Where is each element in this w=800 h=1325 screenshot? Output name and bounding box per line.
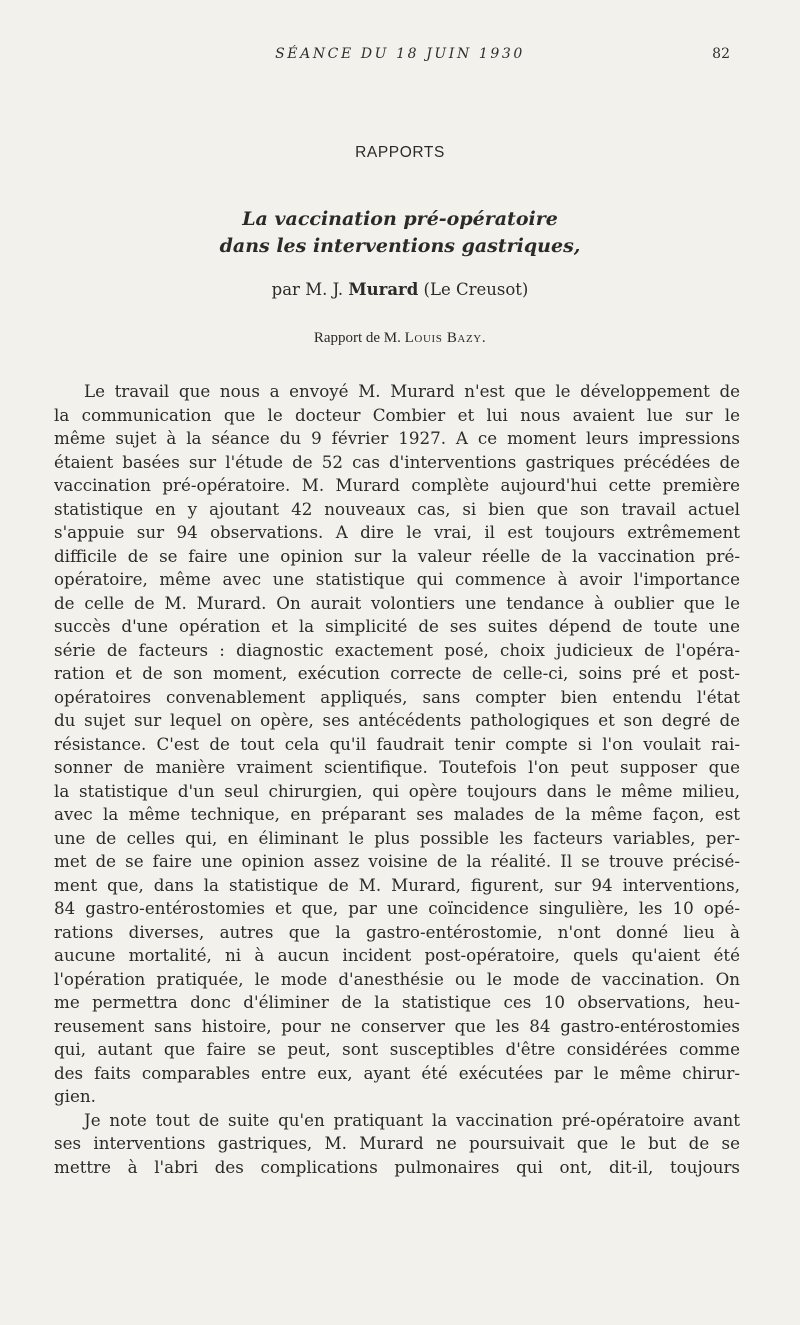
- reporter-name: Louis Bazy.: [404, 330, 487, 346]
- text-line: reusement sans histoire, pour ne conserver que les 84 gastro-entérostomies: [54, 1015, 740, 1036]
- text-line: 84 gastro-entérostomies et que, par une coïncidence singulière, les 10 opé-: [54, 898, 740, 918]
- author-location: (Le Creusot): [423, 280, 529, 299]
- text-line: Le travail que nous a envoyé M. Murard n'est que le développement de: [84, 381, 740, 401]
- text-line: qui, autant que faire se peut, sont susceptibles d'être considérées comme: [54, 1039, 740, 1059]
- text-line: ses interventions gastriques, M. Murard ne poursuivait que le but de se: [54, 1133, 740, 1153]
- paragraph-1: [54, 380, 740, 1109]
- running-title: SÉANCE DU 18 JUIN 1930: [275, 46, 525, 62]
- running-head: [0, 46, 800, 68]
- text-line: l'opération pratiquée, le mode d'anesthésie ou le mode de vaccination. On: [54, 968, 740, 989]
- body-text: [54, 380, 740, 1179]
- article-title: [0, 206, 800, 260]
- section-title: RAPPORTS: [355, 144, 445, 161]
- text-line: du sujet sur lequel on opère, ses antécédents pathologiques et son degré de: [54, 710, 740, 730]
- text-line: mettre à l'abri des complications pulmonaires qui ont, dit-il, toujours: [54, 1156, 740, 1177]
- text-line: met de se faire une opinion assez voisine de la réalité. Il se trouve précisé-: [54, 851, 740, 871]
- text-line: Je note tout de suite qu'en pratiquant la vaccination pré-opératoire avant: [84, 1109, 740, 1130]
- text-line: vaccination pré-opératoire. M. Murard complète aujourd'hui cette première: [54, 475, 740, 495]
- text-line: de celle de M. Murard. On aurait volontiers une tendance à oublier que le: [54, 592, 740, 613]
- text-line: ment que, dans la statistique de M. Murard, figurent, sur 94 interventions,: [54, 874, 740, 895]
- text-line: la communication que le docteur Combier et lui nous avaient lue sur le: [54, 404, 740, 425]
- text-line: gien.: [54, 1086, 96, 1106]
- text-line: aucune mortalité, ni à aucun incident post-opératoire, quels qu'aient été: [54, 945, 740, 965]
- text-line: me permettra donc d'éliminer de la statistique ces 10 observations, heu-: [54, 992, 740, 1012]
- report-prefix: Rapport de M.: [313, 330, 401, 346]
- report-line: [0, 330, 800, 347]
- text-line: des faits comparables entre eux, ayant été exécutées par le même chirur-: [54, 1062, 740, 1083]
- text-line: opératoires convenablement appliqués, sans compter bien entendu l'état: [54, 686, 740, 707]
- text-line: difficile de se faire une opinion sur la valeur réelle de la vaccination pré-: [54, 545, 740, 566]
- text-line: s'appuie sur 94 observations. A dire le vrai, il est toujours extrêmement: [54, 522, 740, 542]
- text-line: étaient basées sur l'étude de 52 cas d'interventions gastriques précédées de: [54, 451, 740, 472]
- text-line: même sujet à la séance du 9 février 1927. A ce moment leurs impressions: [54, 428, 740, 448]
- text-line: avec la même technique, en préparant ses malades de la même façon, est: [54, 804, 740, 824]
- paragraph-2: [54, 1109, 740, 1180]
- text-line: succès d'une opération et la simplicité de ses suites dépend de toute une: [54, 616, 740, 636]
- text-line: opératoire, même avec une statistique qui commence à avoir l'importance: [54, 569, 740, 589]
- article-title-line-2: dans les interventions gastriques,: [219, 235, 581, 257]
- text-line: sonner de manière vraiment scientifique. Toutefois l'on peut supposer que: [54, 757, 740, 777]
- text-line: statistique en y ajoutant 42 nouveaux cas, si bien que son travail actuel: [54, 498, 740, 519]
- text-line: ration et de son moment, exécution correcte de celle-ci, soins pré et post-: [54, 663, 740, 683]
- article-title-line-1: La vaccination pré-opératoire: [242, 208, 558, 230]
- text-line: rations diverses, autres que la gastro-entérostomie, n'ont donné lieu à: [54, 921, 740, 942]
- text-line: la statistique d'un seul chirurgien, qui opère toujours dans le même milieu,: [54, 780, 740, 801]
- page-number: 82: [712, 46, 730, 62]
- text-line: résistance. C'est de tout cela qu'il faudrait tenir compte si l'on voulait rai-: [54, 733, 740, 754]
- byline: [0, 280, 800, 299]
- author-name: Murard: [348, 280, 419, 299]
- text-line: une de celles qui, en éliminant le plus possible les facteurs variables, per-: [54, 827, 740, 848]
- text-line: série de facteurs : diagnostic exactement posé, choix judicieux de l'opéra-: [54, 639, 740, 660]
- byline-prefix: par M. J.: [271, 280, 344, 299]
